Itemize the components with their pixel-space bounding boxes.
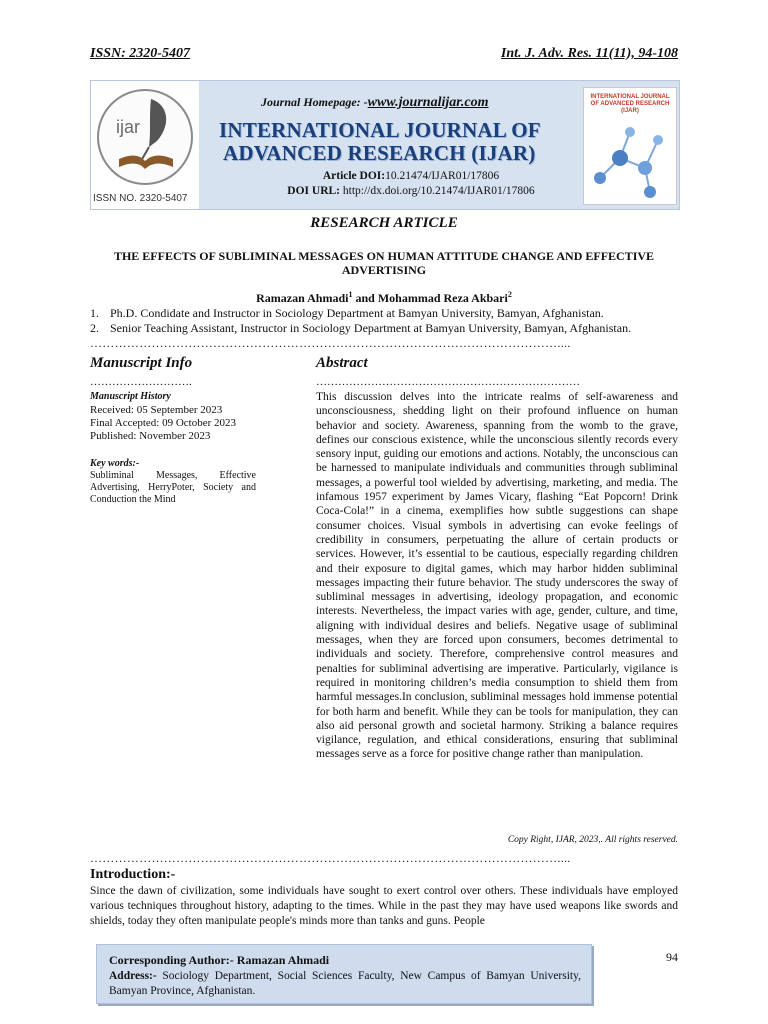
journal-cover-image [583, 87, 677, 205]
corresponding-author-box [96, 944, 592, 1004]
affiliation-1-text: Ph.D. Condidate and Instructor in Sociology Department at Bamyan University, Bamyan, Afghanistan. [110, 306, 604, 320]
manuscript-dots: ………………………. [90, 376, 192, 388]
logo-issn: ISSN NO. 2320-5407 [93, 193, 188, 204]
abstract-heading: Abstract [316, 355, 368, 371]
journal-homepage [261, 95, 489, 111]
intro-heading: Introduction:- [90, 867, 176, 882]
journal-title [219, 119, 569, 165]
doi-block [241, 169, 581, 199]
author-2-sup: 2 [507, 290, 512, 299]
affiliation-2 [90, 321, 631, 336]
journal-banner [90, 80, 680, 210]
corresponding-author-heading: Corresponding Author:- Ramazan Ahmadi [109, 953, 330, 967]
abstract-dots: ……………………………………………………………… [316, 376, 580, 388]
article-type: RESEARCH ARTICLE [310, 215, 458, 231]
journal-title-line2: ADVANCED RESEARCH (IJAR) [223, 141, 536, 165]
header-issn: ISSN: 2320-5407 [90, 46, 190, 61]
corresponding-address [109, 969, 581, 999]
homepage-label: Journal Homepage: - [261, 95, 368, 109]
address-text: Sociology Department, Social Sciences Faculty, New Campus of Bamyan University, Bamyan Province, Afghanistan. [109, 970, 581, 997]
author-list [0, 290, 768, 306]
paper-title [90, 249, 678, 277]
molecule-icon [590, 118, 670, 200]
header-citation: Int. J. Adv. Res. 11(11), 94-108 [500, 46, 678, 61]
author-and: and [352, 291, 378, 305]
divider-dots-bottom: …………………………………………………………………………………………………….... [90, 851, 571, 865]
manuscript-published: Published: November 2023 [90, 430, 211, 442]
manuscript-history-label: Manuscript History [90, 391, 171, 402]
affiliation-1-num: 1. [90, 306, 99, 320]
doi-url-label: DOI URL: [287, 185, 341, 197]
paper-title-line2: ADVERTISING [341, 263, 427, 277]
affiliation-2-text: Senior Teaching Assistant, Instructor in Sociology Department at Bamyan University, Bamyan, Afghanistan. [110, 321, 632, 335]
intro-text: Since the dawn of civilization, some individuals have sought to exert control over others. These individuals have employed various techniques throughout history, adapting to the times. While in the past they may have used weapons like swords and shields, today they often manipulate people's minds more than tanks and guns. People [90, 885, 678, 927]
doi-url-link[interactable]: http://dx.doi.org/10.21474/IJAR01/17806 [342, 185, 535, 197]
doi-value: 10.21474/IJAR01/17806 [385, 170, 500, 182]
manuscript-info-heading: Manuscript Info [90, 355, 193, 371]
manuscript-accepted: Final Accepted: 09 October 2023 [90, 417, 237, 429]
author-1-sup: 1 [348, 290, 353, 299]
doi-label: Article DOI: [322, 170, 386, 182]
affiliation-1 [90, 306, 604, 321]
keywords-label: Key words:- [90, 458, 140, 469]
copyright-notice: Copy Right, IJAR, 2023,. All rights reserved. [507, 835, 678, 845]
address-label: Address:- [109, 970, 157, 982]
paper-title-line1: THE EFFECTS OF SUBLIMINAL MESSAGES ON HUMAN ATTITUDE CHANGE AND EFFECTIVE [113, 249, 655, 263]
journal-title-line1: INTERNATIONAL JOURNAL OF [219, 118, 541, 142]
page-number: 94 [666, 950, 678, 964]
divider-dots-top: …………………………………………………………………………………………………….... [90, 336, 571, 350]
abstract-text: This discussion delves into the intricate realms of self-awareness and unconsciousness, shedding light on their profound influence on human behavior and society. Awareness, spanning from the womb to the grave, defines our conscious existence, while the unconscious silently records every sensory input, guiding our emotions and actions. Notably, the unconscious can be harnessed to manipulate individuals and communities through subliminal messages, a powerful tool wielded by advertising, marketing, and media. The infamous 1957 experiment by James Vicary, flashing “Eat Popcorn! Drink Coca-Cola!” in a cinema, exemplifies how subtle suggestions can shape consumer choices. Visual symbols in advertising can evoke feelings of credibility in consumers, perpetuating the allure of certain products or services. However, it’s essential to be cautious, especially regarding children and their exposure to digital games, which may harbor hidden subliminal messages impacting their future behavior. The study underscores the sway of subliminal messages in advertising, ideology propagation, and economic interests. Nevertheless, the impact varies with age, gender, culture, and time, aligning with individual desires and beliefs. Negative usage of subliminal messages, when they are forced upon consumers, becomes detrimental to individuals and society. Therefore, comprehensive control measures and penalties for subliminal advertising are imperative. Particularly, vigilance is required in monitoring children’s media consumption to shield them from harmful messages.In conclusion, subliminal messages hold immense potential for both harm and benefit. While they can be tools for manipulation, they can also aid personal growth and societal harmony. Striking a balance requires vigilance, regulation, and ethical considerations, ensuring that subliminal messages serve as a force for positive change rather than manipulation. [316, 391, 678, 761]
homepage-link[interactable]: www.journalijar.com [367, 95, 489, 110]
affiliation-2-num: 2. [90, 321, 99, 335]
journal-logo [91, 81, 199, 209]
logo-text: ijar [116, 117, 141, 137]
author-1: Ramazan Ahmadi [256, 291, 349, 305]
cover-title: INTERNATIONAL JOURNAL OF ADVANCED RESEARCH (IJAR) [590, 94, 670, 114]
manuscript-received: Received: 05 September 2023 [90, 404, 223, 416]
author-2: Mohammad Reza Akbari [377, 291, 508, 305]
keywords-text: Subliminal Messages, Effective Advertising, HerryPoter, Society and Conduction the Mind [90, 470, 256, 505]
